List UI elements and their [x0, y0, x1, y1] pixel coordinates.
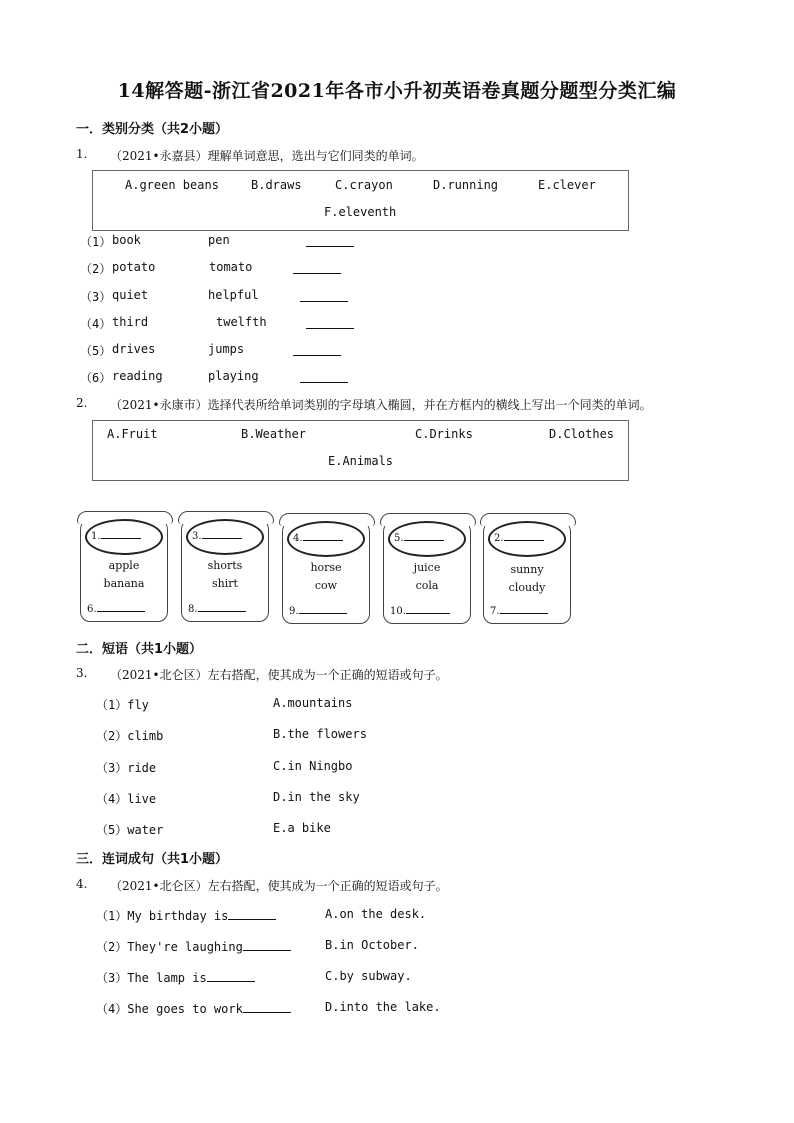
q1-item-number: （1）	[80, 235, 112, 249]
q1-item-word2: twelfth	[216, 315, 267, 329]
question-stem-2: （2021•永康市）选择代表所给单词类别的字母填入椭圆，并在方框内的横线上写出一个同类的单词。	[110, 398, 652, 412]
q3-right-item: D.in the sky	[273, 790, 360, 804]
options-box-1	[92, 170, 629, 231]
category-can	[181, 516, 269, 622]
q1-item-number: （4）	[80, 317, 112, 331]
option-b: B.draws	[251, 178, 302, 192]
answer-blank[interactable]	[293, 263, 341, 274]
can-word1: horse	[310, 561, 342, 574]
q1-item-word1: third	[112, 315, 149, 329]
option-c: C.Drinks	[415, 427, 473, 441]
q1-item-word2: helpful	[208, 288, 259, 302]
question-stem-4: （2021•北仑区）左右搭配，使其成为一个正确的短语或句子。	[110, 879, 448, 893]
q4-right-item: C.by subway.	[325, 969, 412, 983]
question-stem-3: （2021•北仑区）左右搭配，使其成为一个正确的短语或句子。	[110, 668, 448, 682]
q4-left-item: （3）The lamp is	[96, 969, 255, 986]
answer-blank[interactable]	[306, 236, 354, 247]
can-word2: shirt	[212, 577, 238, 590]
option-e: E.Animals	[328, 454, 394, 468]
category-can	[80, 516, 168, 622]
question-stem-1: （2021•永嘉县）理解单词意思，选出与它们同类的单词。	[110, 149, 424, 163]
answer-blank[interactable]	[228, 909, 276, 920]
answer-blank[interactable]	[207, 971, 255, 982]
q4-left-item: （4）She goes to work	[96, 1000, 291, 1017]
oval-label: 1.	[91, 528, 141, 542]
options-box-2	[92, 420, 629, 481]
oval-label: 4.	[293, 530, 343, 544]
can-word1: sunny	[510, 563, 544, 576]
can-word2: banana	[103, 577, 145, 590]
bottom-label: 10.	[390, 603, 450, 617]
q1-item-number: （6）	[80, 371, 112, 385]
can-word2: cola	[415, 579, 439, 592]
q3-right-item: E.a bike	[273, 821, 331, 835]
q1-item-word2: jumps	[208, 342, 245, 356]
q1-item-word1: quiet	[112, 288, 149, 302]
category-can	[383, 518, 471, 624]
q3-right-item: A.mountains	[273, 696, 353, 710]
bottom-label: 6.	[87, 601, 145, 615]
q1-item-word1: drives	[112, 342, 156, 356]
option-b: B.Weather	[241, 427, 307, 441]
answer-blank[interactable]	[243, 1002, 291, 1013]
q1-item-word1: potato	[112, 260, 156, 274]
option-a: A.Fruit	[107, 427, 158, 441]
answer-blank[interactable]	[300, 372, 348, 383]
q1-item-word2: pen	[208, 233, 230, 247]
q3-left-item: （2）climb	[96, 729, 164, 743]
question-number-1: 1.	[76, 147, 88, 161]
q4-left-item: （1）My birthday is	[96, 907, 276, 924]
q1-item-word2: tomato	[209, 260, 253, 274]
can-word2: cloudy	[508, 581, 546, 594]
option-d: D.Clothes	[549, 427, 615, 441]
oval-label: 3.	[192, 528, 242, 542]
bottom-label: 8.	[188, 601, 246, 615]
option-f: F.eleventh	[324, 205, 397, 219]
answer-blank[interactable]	[243, 940, 291, 951]
question-number-3: 3.	[76, 666, 88, 680]
bottom-label: 7.	[490, 603, 548, 617]
q1-item-number: （3）	[80, 290, 112, 304]
section-heading-3: 三．连词成句（共1小题）	[76, 852, 229, 867]
q3-right-item: C.in Ningbo	[273, 759, 353, 773]
oval-label: 5.	[394, 530, 444, 544]
category-can	[282, 518, 370, 624]
section-heading-2: 二．短语（共1小题）	[76, 642, 203, 657]
q3-left-item: （4）live	[96, 792, 157, 806]
oval-label: 2.	[494, 530, 544, 544]
can-word1: shorts	[207, 559, 243, 572]
answer-blank[interactable]	[300, 291, 348, 302]
can-word1: apple	[108, 559, 140, 572]
q3-left-item: （5）water	[96, 823, 164, 837]
option-c: C.crayon	[335, 178, 393, 192]
q1-item-word1: reading	[112, 369, 163, 383]
can-word1: juice	[413, 561, 441, 574]
q3-left-item: （3）ride	[96, 761, 157, 775]
q4-left-item: （2）They're laughing	[96, 938, 291, 955]
answer-blank[interactable]	[293, 345, 341, 356]
answer-blank[interactable]	[306, 318, 354, 329]
question-number-2: 2.	[76, 396, 88, 410]
q1-item-word2: playing	[208, 369, 259, 383]
page-title: 14解答题-浙江省2021年各市小升初英语卷真题分题型分类汇编	[117, 80, 677, 102]
q3-right-item: B.the flowers	[273, 727, 367, 741]
q4-right-item: B.in October.	[325, 938, 419, 952]
q4-right-item: A.on the desk.	[325, 907, 427, 921]
option-a: A.green beans	[125, 178, 219, 192]
section-heading-1: 一．类别分类（共2小题）	[76, 122, 229, 137]
q3-left-item: （1）fly	[96, 698, 149, 712]
can-word2: cow	[314, 579, 338, 592]
q1-item-word1: book	[112, 233, 141, 247]
option-d: D.running	[433, 178, 499, 192]
category-can	[483, 518, 571, 624]
bottom-label: 9.	[289, 603, 347, 617]
q4-right-item: D.into the lake.	[325, 1000, 441, 1014]
option-e: E.clever	[538, 178, 596, 192]
question-number-4: 4.	[76, 877, 88, 891]
q1-item-number: （5）	[80, 344, 112, 358]
q1-item-number: （2）	[80, 262, 112, 276]
